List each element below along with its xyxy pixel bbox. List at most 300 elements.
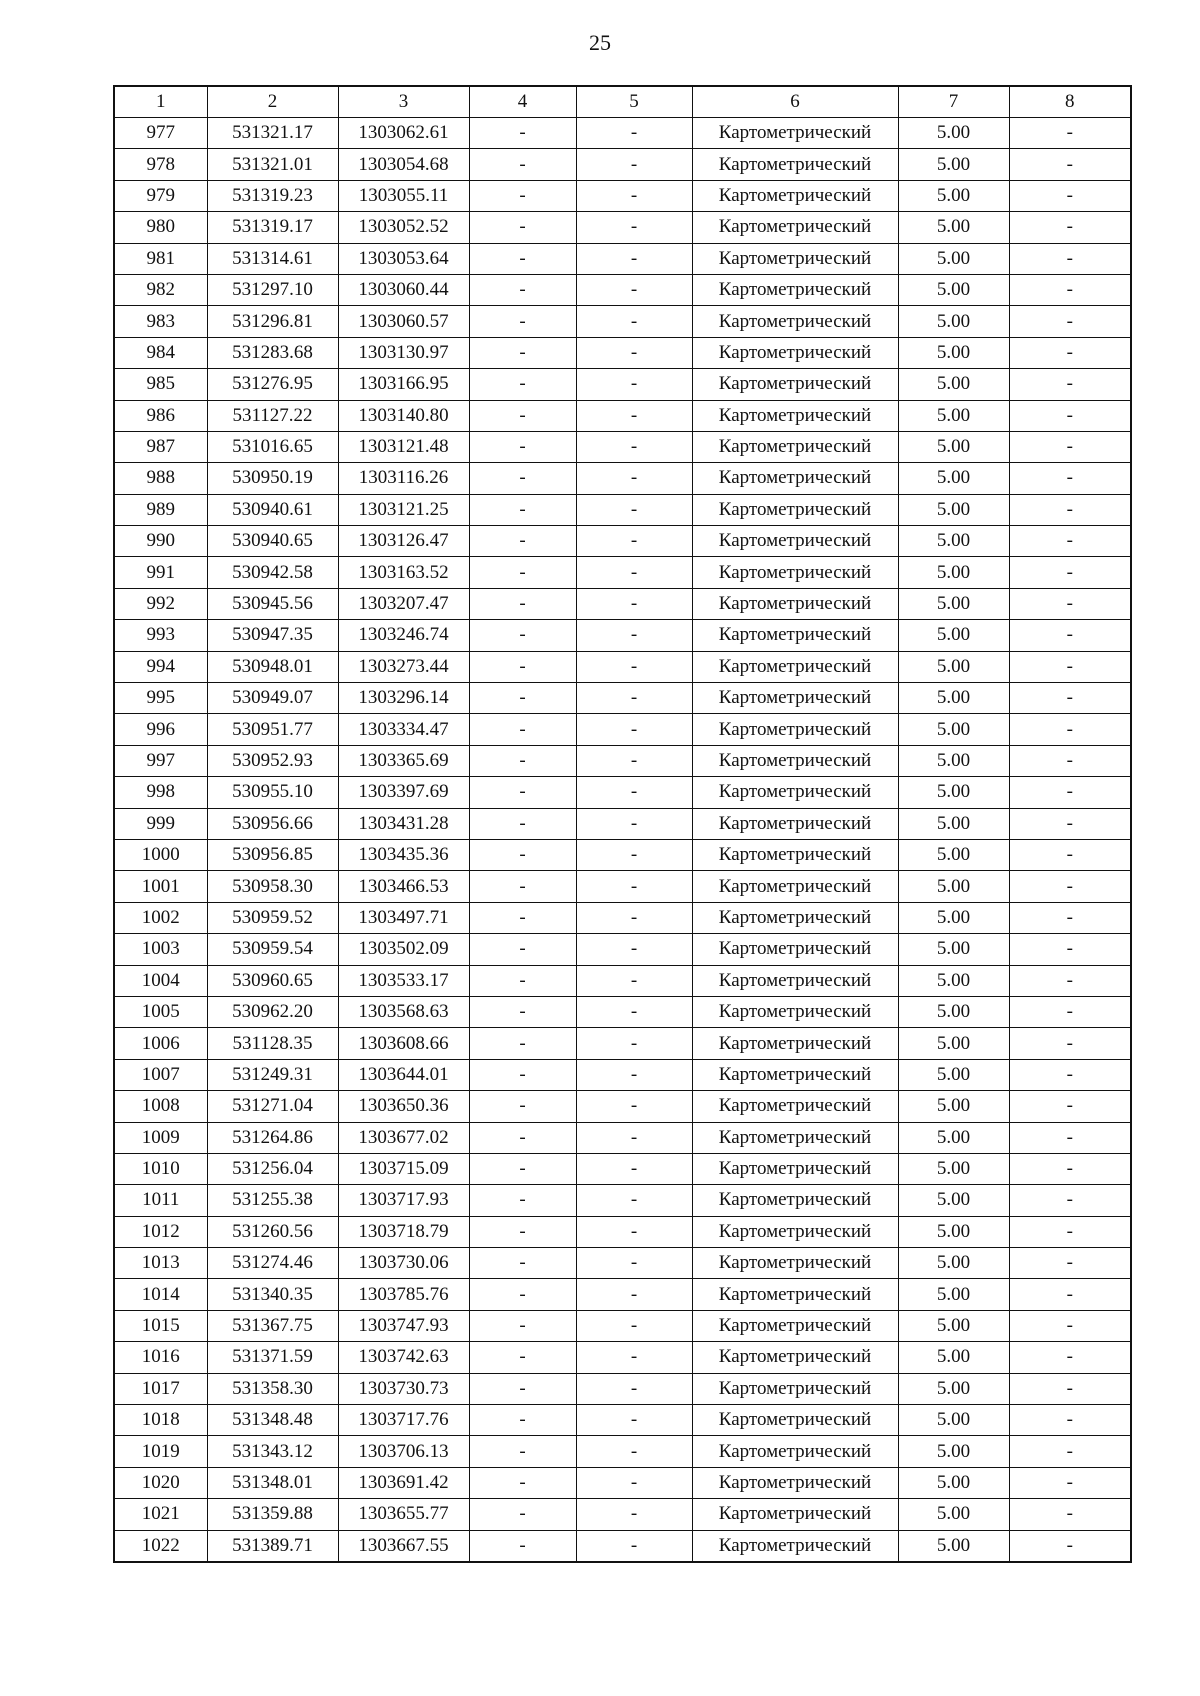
x-coordinate-cell: 531296.81 xyxy=(207,306,338,337)
method-cell: Картометрический xyxy=(692,1028,898,1059)
accuracy-cell: 5.00 xyxy=(898,1279,1009,1310)
method-cell: Картометрический xyxy=(692,808,898,839)
table-row xyxy=(114,745,1131,776)
table-row xyxy=(114,1122,1131,1153)
table-row xyxy=(114,1467,1131,1498)
column-5-cell: - xyxy=(576,494,692,525)
y-coordinate-cell: 1303130.97 xyxy=(338,337,469,368)
table-row xyxy=(114,306,1131,337)
column-8-cell: - xyxy=(1009,934,1131,965)
column-4-cell: - xyxy=(469,337,576,368)
table-row xyxy=(114,1216,1131,1247)
x-coordinate-cell: 530942.58 xyxy=(207,557,338,588)
x-coordinate-cell: 530958.30 xyxy=(207,871,338,902)
x-coordinate-cell: 531297.10 xyxy=(207,274,338,305)
column-4-cell: - xyxy=(469,180,576,211)
table-row xyxy=(114,1153,1131,1184)
column-header: 6 xyxy=(692,86,898,118)
column-4-cell: - xyxy=(469,808,576,839)
x-coordinate-cell: 530959.52 xyxy=(207,902,338,933)
point-number-cell: 988 xyxy=(114,463,207,494)
column-8-cell: - xyxy=(1009,1342,1131,1373)
point-number-cell: 980 xyxy=(114,212,207,243)
column-5-cell: - xyxy=(576,1405,692,1436)
column-4-cell: - xyxy=(469,1216,576,1247)
column-5-cell: - xyxy=(576,1122,692,1153)
method-cell: Картометрический xyxy=(692,526,898,557)
method-cell: Картометрический xyxy=(692,1248,898,1279)
point-number-cell: 997 xyxy=(114,745,207,776)
y-coordinate-cell: 1303718.79 xyxy=(338,1216,469,1247)
x-coordinate-cell: 531128.35 xyxy=(207,1028,338,1059)
y-coordinate-cell: 1303533.17 xyxy=(338,965,469,996)
y-coordinate-cell: 1303691.42 xyxy=(338,1467,469,1498)
column-4-cell: - xyxy=(469,745,576,776)
x-coordinate-cell: 531340.35 xyxy=(207,1279,338,1310)
column-5-cell: - xyxy=(576,934,692,965)
method-cell: Картометрический xyxy=(692,557,898,588)
method-cell: Картометрический xyxy=(692,902,898,933)
column-4-cell: - xyxy=(469,1185,576,1216)
x-coordinate-cell: 531358.30 xyxy=(207,1373,338,1404)
y-coordinate-cell: 1303296.14 xyxy=(338,683,469,714)
column-4-cell: - xyxy=(469,306,576,337)
method-cell: Картометрический xyxy=(692,620,898,651)
method-cell: Картометрический xyxy=(692,683,898,714)
x-coordinate-cell: 530949.07 xyxy=(207,683,338,714)
accuracy-cell: 5.00 xyxy=(898,149,1009,180)
column-8-cell: - xyxy=(1009,745,1131,776)
table-row xyxy=(114,243,1131,274)
point-number-cell: 983 xyxy=(114,306,207,337)
table-row xyxy=(114,494,1131,525)
x-coordinate-cell: 531264.86 xyxy=(207,1122,338,1153)
column-4-cell: - xyxy=(469,651,576,682)
column-5-cell: - xyxy=(576,369,692,400)
x-coordinate-cell: 531016.65 xyxy=(207,431,338,462)
table-row xyxy=(114,400,1131,431)
column-5-cell: - xyxy=(576,839,692,870)
y-coordinate-cell: 1303747.93 xyxy=(338,1310,469,1341)
table-row xyxy=(114,1436,1131,1467)
point-number-cell: 1001 xyxy=(114,871,207,902)
column-5-cell: - xyxy=(576,1153,692,1184)
accuracy-cell: 5.00 xyxy=(898,1405,1009,1436)
column-8-cell: - xyxy=(1009,871,1131,902)
column-4-cell: - xyxy=(469,1091,576,1122)
column-8-cell: - xyxy=(1009,337,1131,368)
column-8-cell: - xyxy=(1009,714,1131,745)
accuracy-cell: 5.00 xyxy=(898,683,1009,714)
point-number-cell: 1006 xyxy=(114,1028,207,1059)
method-cell: Картометрический xyxy=(692,1499,898,1530)
x-coordinate-cell: 531367.75 xyxy=(207,1310,338,1341)
table-row xyxy=(114,934,1131,965)
accuracy-cell: 5.00 xyxy=(898,714,1009,745)
column-5-cell: - xyxy=(576,808,692,839)
column-8-cell: - xyxy=(1009,683,1131,714)
accuracy-cell: 5.00 xyxy=(898,243,1009,274)
column-5-cell: - xyxy=(576,1059,692,1090)
method-cell: Картометрический xyxy=(692,965,898,996)
accuracy-cell: 5.00 xyxy=(898,1248,1009,1279)
y-coordinate-cell: 1303121.25 xyxy=(338,494,469,525)
accuracy-cell: 5.00 xyxy=(898,588,1009,619)
x-coordinate-cell: 530952.93 xyxy=(207,745,338,776)
table-row xyxy=(114,337,1131,368)
column-4-cell: - xyxy=(469,369,576,400)
column-header: 2 xyxy=(207,86,338,118)
column-4-cell: - xyxy=(469,526,576,557)
column-5-cell: - xyxy=(576,431,692,462)
column-5-cell: - xyxy=(576,714,692,745)
column-5-cell: - xyxy=(576,651,692,682)
column-5-cell: - xyxy=(576,1310,692,1341)
accuracy-cell: 5.00 xyxy=(898,1373,1009,1404)
column-8-cell: - xyxy=(1009,651,1131,682)
column-8-cell: - xyxy=(1009,212,1131,243)
column-header: 4 xyxy=(469,86,576,118)
y-coordinate-cell: 1303126.47 xyxy=(338,526,469,557)
y-coordinate-cell: 1303140.80 xyxy=(338,400,469,431)
point-number-cell: 998 xyxy=(114,777,207,808)
column-8-cell: - xyxy=(1009,494,1131,525)
column-8-cell: - xyxy=(1009,1216,1131,1247)
point-number-cell: 1020 xyxy=(114,1467,207,1498)
column-4-cell: - xyxy=(469,1310,576,1341)
x-coordinate-cell: 530951.77 xyxy=(207,714,338,745)
column-header: 3 xyxy=(338,86,469,118)
method-cell: Картометрический xyxy=(692,1185,898,1216)
method-cell: Картометрический xyxy=(692,1310,898,1341)
column-5-cell: - xyxy=(576,1530,692,1562)
column-4-cell: - xyxy=(469,839,576,870)
point-number-cell: 986 xyxy=(114,400,207,431)
column-4-cell: - xyxy=(469,934,576,965)
point-number-cell: 981 xyxy=(114,243,207,274)
accuracy-cell: 5.00 xyxy=(898,1499,1009,1530)
method-cell: Картометрический xyxy=(692,431,898,462)
table-row xyxy=(114,902,1131,933)
column-4-cell: - xyxy=(469,683,576,714)
point-number-cell: 1009 xyxy=(114,1122,207,1153)
y-coordinate-cell: 1303052.52 xyxy=(338,212,469,243)
accuracy-cell: 5.00 xyxy=(898,212,1009,243)
x-coordinate-cell: 531319.23 xyxy=(207,180,338,211)
table-row xyxy=(114,996,1131,1027)
y-coordinate-cell: 1303644.01 xyxy=(338,1059,469,1090)
y-coordinate-cell: 1303715.09 xyxy=(338,1153,469,1184)
method-cell: Картометрический xyxy=(692,588,898,619)
y-coordinate-cell: 1303497.71 xyxy=(338,902,469,933)
accuracy-cell: 5.00 xyxy=(898,1153,1009,1184)
accuracy-cell: 5.00 xyxy=(898,1310,1009,1341)
y-coordinate-cell: 1303730.73 xyxy=(338,1373,469,1404)
x-coordinate-cell: 531319.17 xyxy=(207,212,338,243)
column-5-cell: - xyxy=(576,1436,692,1467)
method-cell: Картометрический xyxy=(692,871,898,902)
table-header-row xyxy=(114,86,1131,118)
accuracy-cell: 5.00 xyxy=(898,431,1009,462)
y-coordinate-cell: 1303502.09 xyxy=(338,934,469,965)
table-row xyxy=(114,212,1131,243)
column-5-cell: - xyxy=(576,526,692,557)
method-cell: Картометрический xyxy=(692,651,898,682)
point-number-cell: 1002 xyxy=(114,902,207,933)
point-number-cell: 1007 xyxy=(114,1059,207,1090)
column-8-cell: - xyxy=(1009,463,1131,494)
column-5-cell: - xyxy=(576,212,692,243)
point-number-cell: 978 xyxy=(114,149,207,180)
table-row xyxy=(114,620,1131,651)
column-8-cell: - xyxy=(1009,1028,1131,1059)
column-8-cell: - xyxy=(1009,149,1131,180)
method-cell: Картометрический xyxy=(692,1216,898,1247)
accuracy-cell: 5.00 xyxy=(898,369,1009,400)
table-row xyxy=(114,1373,1131,1404)
y-coordinate-cell: 1303677.02 xyxy=(338,1122,469,1153)
column-8-cell: - xyxy=(1009,526,1131,557)
column-5-cell: - xyxy=(576,965,692,996)
table-row xyxy=(114,1499,1131,1530)
x-coordinate-cell: 530955.10 xyxy=(207,777,338,808)
x-coordinate-cell: 530956.66 xyxy=(207,808,338,839)
accuracy-cell: 5.00 xyxy=(898,1467,1009,1498)
x-coordinate-cell: 531321.17 xyxy=(207,118,338,149)
accuracy-cell: 5.00 xyxy=(898,1185,1009,1216)
column-5-cell: - xyxy=(576,1028,692,1059)
column-8-cell: - xyxy=(1009,1279,1131,1310)
column-8-cell: - xyxy=(1009,431,1131,462)
column-5-cell: - xyxy=(576,902,692,933)
column-8-cell: - xyxy=(1009,1530,1131,1562)
column-5-cell: - xyxy=(576,1185,692,1216)
y-coordinate-cell: 1303166.95 xyxy=(338,369,469,400)
accuracy-cell: 5.00 xyxy=(898,1028,1009,1059)
point-number-cell: 996 xyxy=(114,714,207,745)
method-cell: Картометрический xyxy=(692,714,898,745)
y-coordinate-cell: 1303121.48 xyxy=(338,431,469,462)
x-coordinate-cell: 531359.88 xyxy=(207,1499,338,1530)
point-number-cell: 1005 xyxy=(114,996,207,1027)
point-number-cell: 1010 xyxy=(114,1153,207,1184)
point-number-cell: 985 xyxy=(114,369,207,400)
point-number-cell: 977 xyxy=(114,118,207,149)
y-coordinate-cell: 1303667.55 xyxy=(338,1530,469,1562)
column-5-cell: - xyxy=(576,745,692,776)
column-5-cell: - xyxy=(576,1248,692,1279)
column-8-cell: - xyxy=(1009,588,1131,619)
accuracy-cell: 5.00 xyxy=(898,180,1009,211)
table-row xyxy=(114,714,1131,745)
point-number-cell: 1021 xyxy=(114,1499,207,1530)
point-number-cell: 1016 xyxy=(114,1342,207,1373)
accuracy-cell: 5.00 xyxy=(898,871,1009,902)
point-number-cell: 1000 xyxy=(114,839,207,870)
method-cell: Картометрический xyxy=(692,996,898,1027)
x-coordinate-cell: 531371.59 xyxy=(207,1342,338,1373)
x-coordinate-cell: 530940.65 xyxy=(207,526,338,557)
table-row xyxy=(114,463,1131,494)
column-4-cell: - xyxy=(469,1373,576,1404)
column-5-cell: - xyxy=(576,1467,692,1498)
y-coordinate-cell: 1303163.52 xyxy=(338,557,469,588)
x-coordinate-cell: 531256.04 xyxy=(207,1153,338,1184)
method-cell: Картометрический xyxy=(692,118,898,149)
x-coordinate-cell: 530948.01 xyxy=(207,651,338,682)
column-4-cell: - xyxy=(469,1499,576,1530)
y-coordinate-cell: 1303246.74 xyxy=(338,620,469,651)
point-number-cell: 994 xyxy=(114,651,207,682)
column-8-cell: - xyxy=(1009,1405,1131,1436)
table-row xyxy=(114,1185,1131,1216)
column-5-cell: - xyxy=(576,1342,692,1373)
accuracy-cell: 5.00 xyxy=(898,1530,1009,1562)
table-row xyxy=(114,683,1131,714)
method-cell: Картометрический xyxy=(692,180,898,211)
column-4-cell: - xyxy=(469,149,576,180)
column-4-cell: - xyxy=(469,118,576,149)
method-cell: Картометрический xyxy=(692,337,898,368)
y-coordinate-cell: 1303397.69 xyxy=(338,777,469,808)
table-row xyxy=(114,777,1131,808)
method-cell: Картометрический xyxy=(692,1467,898,1498)
column-8-cell: - xyxy=(1009,808,1131,839)
accuracy-cell: 5.00 xyxy=(898,1059,1009,1090)
column-5-cell: - xyxy=(576,118,692,149)
column-4-cell: - xyxy=(469,1059,576,1090)
column-4-cell: - xyxy=(469,1248,576,1279)
column-header: 7 xyxy=(898,86,1009,118)
point-number-cell: 982 xyxy=(114,274,207,305)
point-number-cell: 1018 xyxy=(114,1405,207,1436)
column-4-cell: - xyxy=(469,965,576,996)
column-5-cell: - xyxy=(576,683,692,714)
y-coordinate-cell: 1303273.44 xyxy=(338,651,469,682)
column-4-cell: - xyxy=(469,1530,576,1562)
method-cell: Картометрический xyxy=(692,839,898,870)
table-row xyxy=(114,1310,1131,1341)
method-cell: Картометрический xyxy=(692,745,898,776)
accuracy-cell: 5.00 xyxy=(898,996,1009,1027)
column-4-cell: - xyxy=(469,1122,576,1153)
method-cell: Картометрический xyxy=(692,1059,898,1090)
accuracy-cell: 5.00 xyxy=(898,934,1009,965)
column-4-cell: - xyxy=(469,1279,576,1310)
table-row xyxy=(114,808,1131,839)
x-coordinate-cell: 531343.12 xyxy=(207,1436,338,1467)
x-coordinate-cell: 531274.46 xyxy=(207,1248,338,1279)
column-8-cell: - xyxy=(1009,1153,1131,1184)
table-row xyxy=(114,1279,1131,1310)
column-4-cell: - xyxy=(469,243,576,274)
column-5-cell: - xyxy=(576,274,692,305)
x-coordinate-cell: 530956.85 xyxy=(207,839,338,870)
y-coordinate-cell: 1303608.66 xyxy=(338,1028,469,1059)
table-body xyxy=(114,118,1131,1562)
y-coordinate-cell: 1303742.63 xyxy=(338,1342,469,1373)
accuracy-cell: 5.00 xyxy=(898,808,1009,839)
method-cell: Картометрический xyxy=(692,1091,898,1122)
table-row xyxy=(114,1028,1131,1059)
y-coordinate-cell: 1303650.36 xyxy=(338,1091,469,1122)
column-4-cell: - xyxy=(469,902,576,933)
coordinates-table xyxy=(113,85,1132,1563)
y-coordinate-cell: 1303060.44 xyxy=(338,274,469,305)
x-coordinate-cell: 531321.01 xyxy=(207,149,338,180)
accuracy-cell: 5.00 xyxy=(898,118,1009,149)
accuracy-cell: 5.00 xyxy=(898,337,1009,368)
point-number-cell: 1013 xyxy=(114,1248,207,1279)
x-coordinate-cell: 531389.71 xyxy=(207,1530,338,1562)
accuracy-cell: 5.00 xyxy=(898,1216,1009,1247)
accuracy-cell: 5.00 xyxy=(898,745,1009,776)
column-8-cell: - xyxy=(1009,118,1131,149)
column-8-cell: - xyxy=(1009,620,1131,651)
column-8-cell: - xyxy=(1009,400,1131,431)
method-cell: Картометрический xyxy=(692,306,898,337)
column-8-cell: - xyxy=(1009,996,1131,1027)
table-row xyxy=(114,149,1131,180)
point-number-cell: 1022 xyxy=(114,1530,207,1562)
y-coordinate-cell: 1303053.64 xyxy=(338,243,469,274)
method-cell: Картометрический xyxy=(692,149,898,180)
x-coordinate-cell: 531348.01 xyxy=(207,1467,338,1498)
column-8-cell: - xyxy=(1009,839,1131,870)
column-5-cell: - xyxy=(576,777,692,808)
x-coordinate-cell: 531271.04 xyxy=(207,1091,338,1122)
x-coordinate-cell: 531276.95 xyxy=(207,369,338,400)
table-row xyxy=(114,1248,1131,1279)
point-number-cell: 992 xyxy=(114,588,207,619)
method-cell: Картометрический xyxy=(692,1530,898,1562)
column-5-cell: - xyxy=(576,149,692,180)
column-8-cell: - xyxy=(1009,369,1131,400)
accuracy-cell: 5.00 xyxy=(898,1436,1009,1467)
y-coordinate-cell: 1303116.26 xyxy=(338,463,469,494)
point-number-cell: 993 xyxy=(114,620,207,651)
x-coordinate-cell: 530962.20 xyxy=(207,996,338,1027)
column-4-cell: - xyxy=(469,588,576,619)
table-row xyxy=(114,431,1131,462)
table-row xyxy=(114,588,1131,619)
accuracy-cell: 5.00 xyxy=(898,965,1009,996)
table-row xyxy=(114,1091,1131,1122)
x-coordinate-cell: 531283.68 xyxy=(207,337,338,368)
column-5-cell: - xyxy=(576,337,692,368)
column-4-cell: - xyxy=(469,494,576,525)
method-cell: Картометрический xyxy=(692,243,898,274)
point-number-cell: 984 xyxy=(114,337,207,368)
accuracy-cell: 5.00 xyxy=(898,839,1009,870)
y-coordinate-cell: 1303054.68 xyxy=(338,149,469,180)
table-row xyxy=(114,118,1131,149)
accuracy-cell: 5.00 xyxy=(898,557,1009,588)
column-5-cell: - xyxy=(576,996,692,1027)
column-5-cell: - xyxy=(576,1279,692,1310)
column-8-cell: - xyxy=(1009,1499,1131,1530)
table-row xyxy=(114,180,1131,211)
y-coordinate-cell: 1303717.76 xyxy=(338,1405,469,1436)
y-coordinate-cell: 1303431.28 xyxy=(338,808,469,839)
column-8-cell: - xyxy=(1009,1248,1131,1279)
x-coordinate-cell: 531348.48 xyxy=(207,1405,338,1436)
column-5-cell: - xyxy=(576,1091,692,1122)
table-row xyxy=(114,274,1131,305)
method-cell: Картометрический xyxy=(692,1436,898,1467)
method-cell: Картометрический xyxy=(692,934,898,965)
column-4-cell: - xyxy=(469,1153,576,1184)
